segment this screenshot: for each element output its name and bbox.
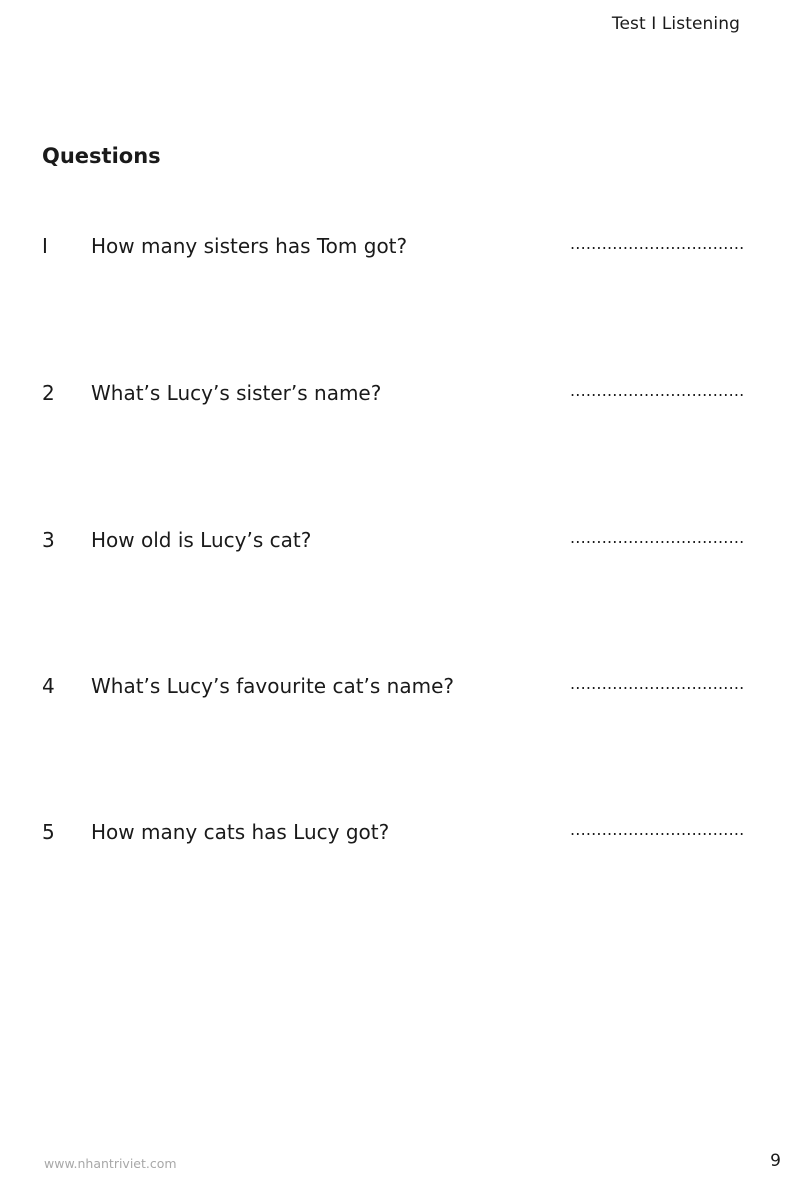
answer-blank: .................................	[570, 674, 745, 693]
question-text: How old is Lucy’s cat?	[91, 528, 312, 552]
running-head: Test I Listening	[611, 14, 740, 34]
question-item	[0, 381, 800, 411]
question-item	[0, 234, 800, 264]
question-number: 3	[42, 528, 55, 552]
footer-url: www.nhantriviet.com	[44, 1156, 177, 1171]
question-item	[0, 820, 800, 850]
answer-blank: .................................	[570, 528, 745, 547]
page-number: 9	[770, 1151, 781, 1171]
question-number: 5	[42, 820, 55, 844]
answer-blank: .................................	[570, 234, 745, 253]
question-text: How many sisters has Tom got?	[91, 234, 408, 258]
question-text: How many cats has Lucy got?	[91, 820, 390, 844]
answer-blank: .................................	[570, 820, 745, 839]
question-text: What’s Lucy’s sister’s name?	[91, 381, 382, 405]
question-item	[0, 674, 800, 704]
question-number: I	[42, 234, 48, 258]
question-number: 2	[42, 381, 55, 405]
question-number: 4	[42, 674, 55, 698]
answer-blank: .................................	[570, 381, 745, 400]
question-item	[0, 528, 800, 558]
section-title: Questions	[42, 144, 161, 168]
question-text: What’s Lucy’s favourite cat’s name?	[91, 674, 455, 698]
